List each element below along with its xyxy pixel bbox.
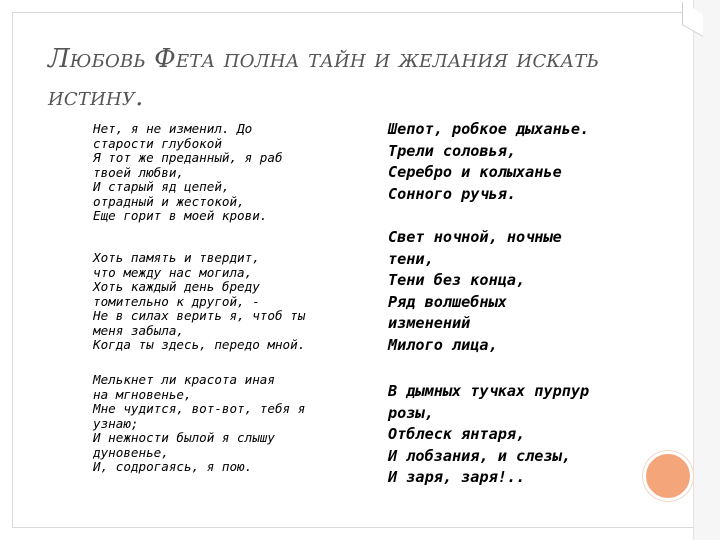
orange-circle-decoration xyxy=(643,451,693,501)
right-stanza-3: В дымных тучках пурпур розы, Отблеск янтаря, И лобзания, и слезы, И заря, заря!.. xyxy=(388,382,590,486)
slide-right-edge xyxy=(693,0,720,540)
right-stanza-1: Шепот, робкое дыханье. Трели соловья, Серебро и колыханье Сонного ручья. xyxy=(388,120,590,203)
slide-title: Любовь Фета полна тайн и желания искать истину. xyxy=(48,44,599,112)
left-stanza-2: Хоть память и твердит, что между нас могила, Хоть каждый день бреду томительно к другой, - Не в силах верить я, чтоб ты меня забыла, Когда ты здесь, передо мной. xyxy=(93,250,306,352)
right-stanza-2: Свет ночной, ночные тени, Тени без конца, Ряд волшебных изменений Милого лица, xyxy=(388,228,562,354)
left-stanza-1: Нет, я не изменил. До старости глубокой Я тот же преданный, я раб твоей любви, И старый яд цепей, отрадный и жестокой, Еще горит в моей крови. xyxy=(93,121,283,223)
left-stanza-3: Мелькнет ли красота иная на мгновенье, Мне чудится, вот-вот, тебя я узнаю; И нежности былой я слышу дуновенье, И, содрогаясь, я пою. xyxy=(93,372,306,474)
